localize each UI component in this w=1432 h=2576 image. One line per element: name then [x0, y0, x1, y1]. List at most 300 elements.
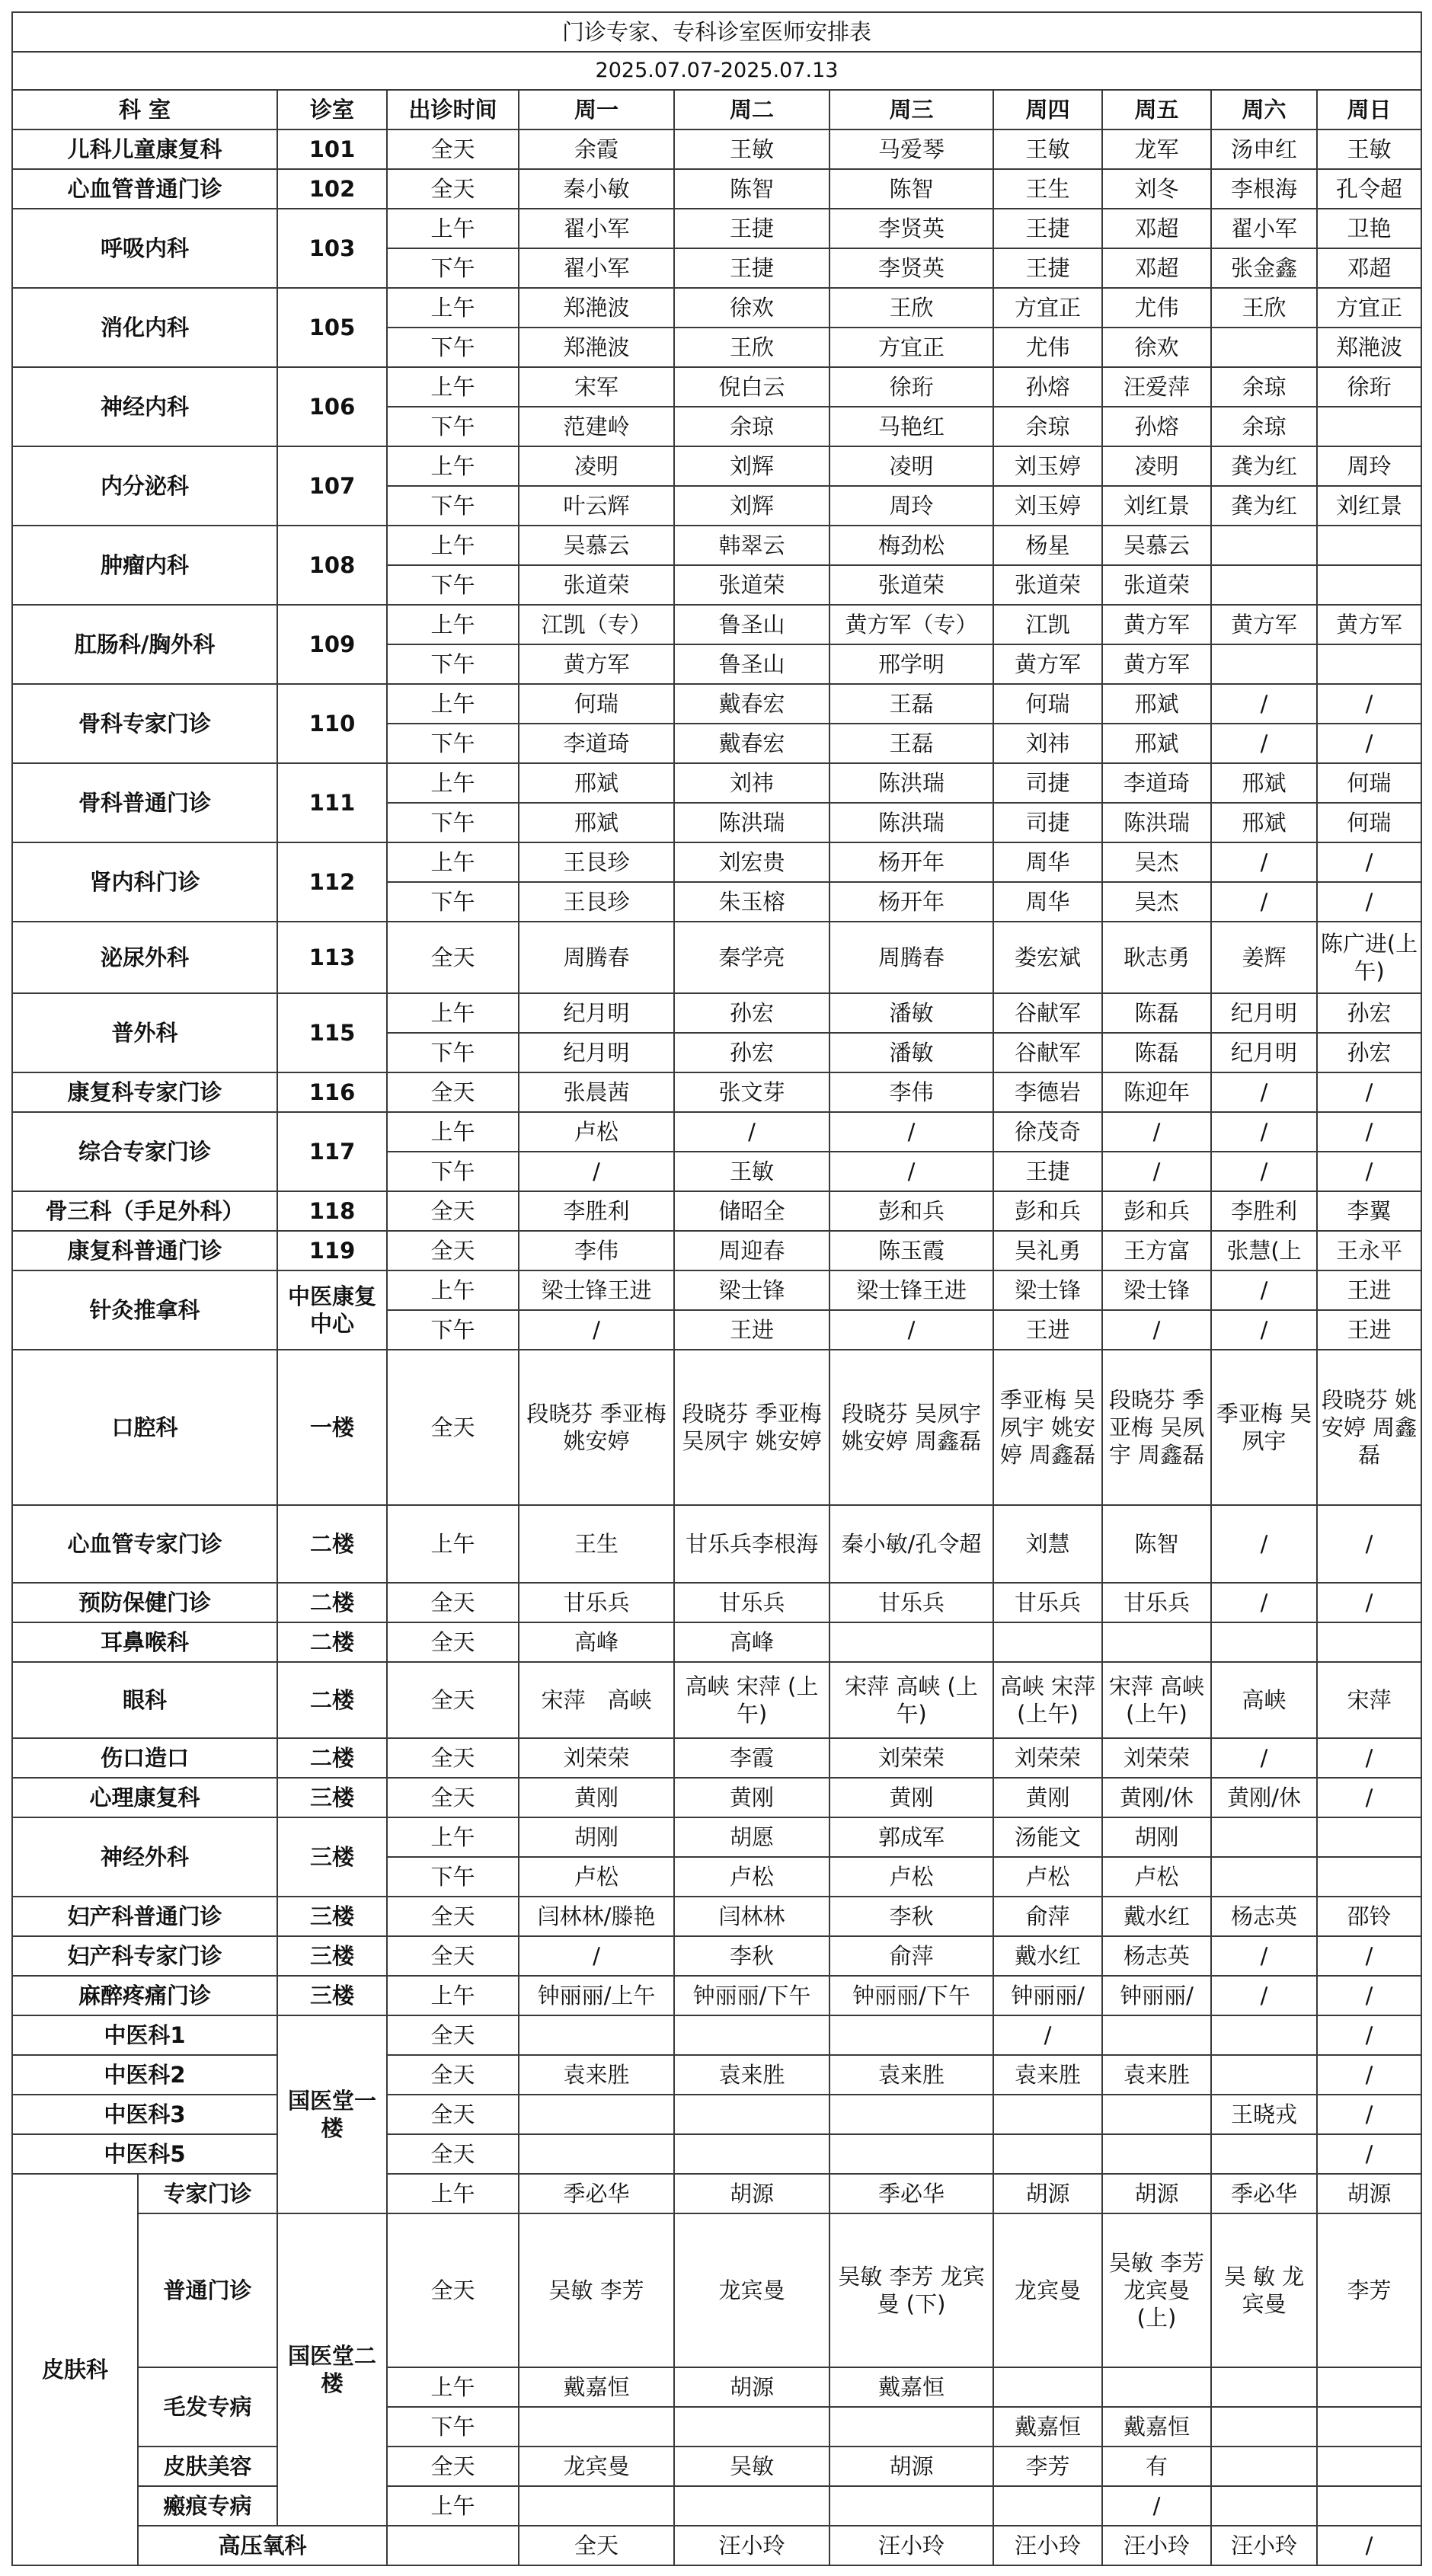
doctor-cell: 陈迎年 [1102, 1072, 1211, 1112]
doctor-cell: / [519, 1936, 674, 1976]
doctor-cell: 王进 [1317, 1310, 1421, 1350]
doctor-cell: 邢斌 [519, 803, 674, 842]
doctor-cell: 刘玉婷 [993, 486, 1102, 526]
doctor-cell: / [1317, 2095, 1421, 2134]
table-title: 门诊专家、专科诊室医师安排表 [12, 12, 1421, 52]
doctor-cell: 王敏 [674, 1152, 829, 1191]
doctor-cell: 卢松 [519, 1857, 674, 1897]
doctor-cell: 胡源 [829, 2447, 993, 2486]
doctor-cell: 张道荣 [993, 565, 1102, 605]
doctor-cell: 倪白云 [674, 367, 829, 407]
table-row [12, 1270, 1421, 1310]
doctor-cell: 黄方军 [519, 644, 674, 684]
doctor-cell: 刘荣荣 [993, 1738, 1102, 1778]
doctor-cell: 陈洪瑞 [1102, 803, 1211, 842]
doctor-cell: 汪爱萍 [1102, 367, 1211, 407]
doctor-cell: 龙宾曼 [519, 2447, 674, 2486]
time-cell: 下午 [387, 644, 519, 684]
doctor-cell: 黄方军 [1317, 605, 1421, 644]
table-row [12, 169, 1421, 209]
doctor-cell: 翟小军 [519, 248, 674, 288]
doctor-cell: 戴春宏 [674, 684, 829, 724]
schedule-table [11, 11, 1422, 2566]
time-cell: 全天 [387, 1778, 519, 1817]
table-row [12, 1231, 1421, 1270]
doctor-cell: 翟小军 [519, 209, 674, 248]
doctor-cell: 余琼 [1211, 407, 1317, 446]
table-row [12, 1350, 1421, 1505]
doctor-cell: 张道荣 [1102, 565, 1211, 605]
doctor-cell: 黄刚/休 [1102, 1778, 1211, 1817]
doctor-cell: 王永平 [1317, 1231, 1421, 1270]
doctor-cell: / [1102, 1152, 1211, 1191]
doctor-cell: 袁来胜 [674, 2055, 829, 2095]
doctor-cell: 段晓芬 姚安婷 周鑫磊 [1317, 1350, 1421, 1505]
doctor-cell: 余琼 [993, 407, 1102, 446]
doctor-cell: 孙宏 [1317, 993, 1421, 1033]
doctor-cell [1102, 2134, 1211, 2174]
doctor-cell: 王磊 [829, 684, 993, 724]
room-cell: 111 [277, 763, 387, 842]
doctor-cell: 孙宏 [674, 993, 829, 1033]
room-cell: 115 [277, 993, 387, 1072]
doctor-cell: 邢斌 [1211, 763, 1317, 803]
doctor-cell: 汪小玲 [993, 2526, 1102, 2565]
doctor-cell: 陈磊 [1102, 1033, 1211, 1072]
table-row [12, 367, 1421, 407]
doctor-cell: / [1317, 2015, 1421, 2055]
doctor-cell: / [1317, 684, 1421, 724]
doctor-cell [829, 2407, 993, 2447]
time-cell: 全天 [387, 1231, 519, 1270]
doctor-cell: 高峡 宋萍 (上午) [993, 1662, 1102, 1738]
doctor-cell: 王方富 [1102, 1231, 1211, 1270]
time-cell: 上午 [387, 2174, 519, 2213]
doctor-cell: / [519, 1152, 674, 1191]
doctor-cell: / [829, 1112, 993, 1152]
doctor-cell: 周迎春 [674, 1231, 829, 1270]
room-cell: 二楼 [277, 1622, 387, 1662]
doctor-cell: 何瑞 [519, 684, 674, 724]
doctor-cell: / [1211, 1112, 1317, 1152]
doctor-cell: 司捷 [993, 803, 1102, 842]
time-cell: 下午 [387, 1310, 519, 1350]
table-row [12, 684, 1421, 724]
time-cell: 全天 [387, 2095, 519, 2134]
doctor-cell: 王敏 [674, 129, 829, 169]
dept-cell: 泌尿外科 [12, 922, 277, 993]
dept-cell: 中医科5 [12, 2134, 277, 2174]
doctor-cell: 刘辉 [674, 446, 829, 486]
dept-cell: 妇产科专家门诊 [12, 1936, 277, 1976]
doctor-cell: 王捷 [993, 209, 1102, 248]
time-cell: 上午 [387, 2486, 519, 2526]
doctor-cell: 孔令超 [1317, 169, 1421, 209]
doctor-cell [1102, 2015, 1211, 2055]
doctor-cell: 徐欢 [674, 288, 829, 328]
doctor-cell [1211, 526, 1317, 565]
doctor-cell: / [1102, 1310, 1211, 1350]
doctor-cell [829, 2486, 993, 2526]
doctor-cell [1211, 2367, 1317, 2407]
room-cell: 一楼 [277, 1350, 387, 1505]
doctor-cell: 高峡 [1211, 1662, 1317, 1738]
dept-cell: 高压氧科 [138, 2526, 387, 2565]
doctor-cell: 梅劲松 [829, 526, 993, 565]
doctor-cell [1211, 2407, 1317, 2447]
time-cell: 上午 [387, 993, 519, 1033]
time-cell: 下午 [387, 803, 519, 842]
dept-cell: 中医科2 [12, 2055, 277, 2095]
doctor-cell: 陈洪瑞 [829, 803, 993, 842]
doctor-cell: 王欣 [674, 328, 829, 367]
time-cell: 上午 [387, 288, 519, 328]
doctor-cell: 刘慧 [993, 1505, 1102, 1583]
doctor-cell: 汪小玲 [1102, 2526, 1211, 2565]
dept-cell: 神经内科 [12, 367, 277, 446]
doctor-cell [674, 2134, 829, 2174]
doctor-cell [993, 2486, 1102, 2526]
header-sat: 周六 [1211, 90, 1317, 129]
doctor-cell [1211, 2447, 1317, 2486]
table-row [12, 922, 1421, 993]
doctor-cell: 谷献军 [993, 1033, 1102, 1072]
time-cell: 上午 [387, 1505, 519, 1583]
doctor-cell [519, 2015, 674, 2055]
header-dept: 科 室 [12, 90, 277, 129]
doctor-cell: 杨星 [993, 526, 1102, 565]
doctor-cell: 孙熔 [1102, 407, 1211, 446]
dept-cell: 骨科专家门诊 [12, 684, 277, 763]
doctor-cell: 周华 [993, 882, 1102, 922]
doctor-cell: 戴嘉恒 [829, 2367, 993, 2407]
doctor-cell: 钟丽丽/下午 [829, 1976, 993, 2015]
doctor-cell: 纪月明 [1211, 1033, 1317, 1072]
doctor-cell: 宋萍 高峡 (上午) [829, 1662, 993, 1738]
doctor-cell: 高峡 宋萍 (上午) [674, 1662, 829, 1738]
dept-cell: 心血管普通门诊 [12, 169, 277, 209]
time-cell: 上午 [387, 1112, 519, 1152]
doctor-cell: 胡源 [674, 2367, 829, 2407]
dept-cell: 口腔科 [12, 1350, 277, 1505]
doctor-cell: 高峰 [519, 1622, 674, 1662]
room-cell: 107 [277, 446, 387, 526]
doctor-cell: 吴敏 [674, 2447, 829, 2486]
doctor-cell: 周腾春 [829, 922, 993, 993]
dept-cell: 妇产科普通门诊 [12, 1897, 277, 1936]
room-cell: 中医康复中心 [277, 1270, 387, 1350]
doctor-cell: / [1317, 2526, 1421, 2565]
header-fri: 周五 [1102, 90, 1211, 129]
time-cell: 全天 [387, 1662, 519, 1738]
doctor-cell: 范建岭 [519, 407, 674, 446]
doctor-cell [1317, 2447, 1421, 2486]
doctor-cell: 凌明 [519, 446, 674, 486]
room-cell: 三楼 [277, 1936, 387, 1976]
doctor-cell: 郑滟波 [519, 288, 674, 328]
doctor-cell: / [829, 1152, 993, 1191]
doctor-cell: 钟丽丽/上午 [519, 1976, 674, 2015]
doctor-cell [829, 2015, 993, 2055]
doctor-cell: 汪小玲 [1211, 2526, 1317, 2565]
doctor-cell: / [1317, 1936, 1421, 1976]
table-row [12, 446, 1421, 486]
dept-cell: 肛肠科/胸外科 [12, 605, 277, 684]
room-cell: 106 [277, 367, 387, 446]
time-cell: 下午 [387, 565, 519, 605]
doctor-cell: 孙熔 [993, 367, 1102, 407]
dept-cell: 内分泌科 [12, 446, 277, 526]
time-cell: 下午 [387, 486, 519, 526]
doctor-cell: 胡源 [674, 2174, 829, 2213]
doctor-cell [1102, 1622, 1211, 1662]
time-cell: 上午 [387, 367, 519, 407]
doctor-cell: / [1317, 2055, 1421, 2095]
doctor-cell: 张道荣 [829, 565, 993, 605]
doctor-cell: 邢斌 [1102, 724, 1211, 763]
doctor-cell: 尤伟 [993, 328, 1102, 367]
room-cell [387, 2526, 519, 2565]
doctor-cell: / [1211, 1976, 1317, 2015]
doctor-cell [1211, 2055, 1317, 2095]
header-thu: 周四 [993, 90, 1102, 129]
doctor-cell [1211, 1817, 1317, 1857]
doctor-cell: 鲁圣山 [674, 644, 829, 684]
doctor-cell: 袁来胜 [1102, 2055, 1211, 2095]
doctor-cell: 李芳 [993, 2447, 1102, 2486]
dept-cell: 针灸推拿科 [12, 1270, 277, 1350]
doctor-cell: / [1317, 842, 1421, 882]
table-row [12, 1112, 1421, 1152]
doctor-cell: 戴嘉恒 [519, 2367, 674, 2407]
doctor-cell: 王艮珍 [519, 842, 674, 882]
doctor-cell: 张慧(上 [1211, 1231, 1317, 1270]
doctor-cell: 孙宏 [1317, 1033, 1421, 1072]
doctor-cell: 李根海 [1211, 169, 1317, 209]
doctor-cell: 陈智 [674, 169, 829, 209]
room-cell: 三楼 [277, 1817, 387, 1897]
doctor-cell [519, 2134, 674, 2174]
time-cell: 下午 [387, 407, 519, 446]
time-cell: 上午 [387, 526, 519, 565]
doctor-cell: 王进 [993, 1310, 1102, 1350]
doctor-cell: 徐珩 [1317, 367, 1421, 407]
date-range: 2025.07.07-2025.07.13 [12, 52, 1421, 90]
room-cell: 三楼 [277, 1976, 387, 2015]
room-cell: 三楼 [277, 1778, 387, 1817]
time-cell: 全天 [387, 1897, 519, 1936]
doctor-cell: 李胜利 [1211, 1191, 1317, 1231]
room-cell: 三楼 [277, 1897, 387, 1936]
time-cell: 全天 [387, 2447, 519, 2486]
room-cell: 105 [277, 288, 387, 367]
table-row [12, 2174, 1421, 2213]
dept-cell: 普外科 [12, 993, 277, 1072]
doctor-cell: 龙军 [1102, 129, 1211, 169]
doctor-cell: / [674, 1112, 829, 1152]
doctor-cell: / [1102, 1112, 1211, 1152]
doctor-cell: 吴礼勇 [993, 1231, 1102, 1270]
doctor-cell: 李胜利 [519, 1191, 674, 1231]
doctor-cell [674, 2015, 829, 2055]
room-cell: 二楼 [277, 1662, 387, 1738]
dept-cell: 心理康复科 [12, 1778, 277, 1817]
doctor-cell: 李道琦 [519, 724, 674, 763]
doctor-cell: 高峰 [674, 1622, 829, 1662]
doctor-cell: 刘红景 [1317, 486, 1421, 526]
dept-cell: 中医科3 [12, 2095, 277, 2134]
header-row [12, 90, 1421, 129]
doctor-cell: 吴敏 李芳 龙宾曼 (下) [829, 2213, 993, 2367]
doctor-cell: 王捷 [674, 209, 829, 248]
doctor-cell: 杨开年 [829, 882, 993, 922]
doctor-cell: 凌明 [1102, 446, 1211, 486]
doctor-cell [519, 2407, 674, 2447]
doctor-cell: 李贤英 [829, 248, 993, 288]
doctor-cell [1317, 644, 1421, 684]
doctor-cell: / [1317, 1112, 1421, 1152]
table-row [12, 1191, 1421, 1231]
doctor-cell [1211, 1622, 1317, 1662]
doctor-cell: / [1317, 1072, 1421, 1112]
table-row [12, 1622, 1421, 1662]
doctor-cell: 娄宏斌 [993, 922, 1102, 993]
doctor-cell: 吴杰 [1102, 882, 1211, 922]
doctor-cell: 汪小玲 [829, 2526, 993, 2565]
doctor-cell: 卢松 [993, 1857, 1102, 1897]
doctor-cell: 李秋 [674, 1936, 829, 1976]
time-cell: 上午 [387, 446, 519, 486]
dept-cell: 康复科普通门诊 [12, 1231, 277, 1270]
doctor-cell: 彭和兵 [993, 1191, 1102, 1231]
doctor-cell: 司捷 [993, 763, 1102, 803]
doctor-cell: 季亚梅 吴夙宇 [1211, 1350, 1317, 1505]
doctor-cell: 龚为红 [1211, 446, 1317, 486]
doctor-cell [993, 2095, 1102, 2134]
doctor-cell: / [519, 1310, 674, 1350]
doctor-cell: 黄方军 [1102, 644, 1211, 684]
doctor-cell: / [1211, 1936, 1317, 1976]
doctor-cell: 王捷 [993, 1152, 1102, 1191]
time-cell: 上午 [387, 209, 519, 248]
doctor-cell [1317, 407, 1421, 446]
doctor-cell: 杨开年 [829, 842, 993, 882]
time-cell: 全天 [387, 1191, 519, 1231]
table-row [12, 1072, 1421, 1112]
table-row [12, 2213, 1421, 2367]
table-row [12, 993, 1421, 1033]
doctor-cell: 陈智 [829, 169, 993, 209]
room-cell: 二楼 [277, 1583, 387, 1622]
doctor-cell [993, 2134, 1102, 2174]
doctor-cell: 宋萍 高峡 (上午) [1102, 1662, 1211, 1738]
doctor-cell: 纪月明 [519, 1033, 674, 1072]
subdept-cell: 普通门诊 [138, 2213, 277, 2367]
doctor-cell: 秦小敏/孔令超 [829, 1505, 993, 1583]
doctor-cell: 俞萍 [829, 1936, 993, 1976]
time-cell: 全天 [387, 1738, 519, 1778]
table-row [12, 1738, 1421, 1778]
doctor-cell: 季亚梅 吴夙宇 姚安婷 周鑫磊 [993, 1350, 1102, 1505]
doctor-cell: 王捷 [993, 248, 1102, 288]
doctor-cell: 李芳 [1317, 2213, 1421, 2367]
doctor-cell: 翟小军 [1211, 209, 1317, 248]
doctor-cell: 俞萍 [993, 1897, 1102, 1936]
doctor-cell: 卢松 [829, 1857, 993, 1897]
doctor-cell: 钟丽丽/ [993, 1976, 1102, 2015]
doctor-cell: 江凯 [993, 605, 1102, 644]
time-cell: 上午 [387, 842, 519, 882]
doctor-cell: 戴嘉恒 [1102, 2407, 1211, 2447]
room-cell: 112 [277, 842, 387, 922]
doctor-cell: 黄方军 [1211, 605, 1317, 644]
doctor-cell: 刘辉 [674, 486, 829, 526]
table-row [12, 1778, 1421, 1817]
doctor-cell: 宋军 [519, 367, 674, 407]
doctor-cell: 甘乐兵 [519, 1583, 674, 1622]
doctor-cell: 黄方军 [993, 644, 1102, 684]
doctor-cell: 有 [1102, 2447, 1211, 2486]
doctor-cell: 龚为红 [1211, 486, 1317, 526]
doctor-cell: 方宜正 [1317, 288, 1421, 328]
doctor-cell: 卢松 [674, 1857, 829, 1897]
doctor-cell [1211, 565, 1317, 605]
doctor-cell: 余琼 [1211, 367, 1317, 407]
time-cell: 上午 [387, 2367, 519, 2407]
doctor-cell: 汤能文 [993, 1817, 1102, 1857]
header-sun: 周日 [1317, 90, 1421, 129]
doctor-cell: 钟丽丽/下午 [674, 1976, 829, 2015]
doctor-cell: 刘玉婷 [993, 446, 1102, 486]
doctor-cell [1211, 2134, 1317, 2174]
doctor-cell [674, 2486, 829, 2526]
dept-cell: 综合专家门诊 [12, 1112, 277, 1191]
doctor-cell: 吴 敏 龙宾曼 [1211, 2213, 1317, 2367]
doctor-cell: 胡刚 [1102, 1817, 1211, 1857]
room-cell: 117 [277, 1112, 387, 1191]
doctor-cell: 袁来胜 [993, 2055, 1102, 2095]
doctor-cell: 王进 [674, 1310, 829, 1350]
doctor-cell: / [1211, 1583, 1317, 1622]
doctor-cell: 耿志勇 [1102, 922, 1211, 993]
table-row [12, 2447, 1421, 2486]
dept-cell: 伤口造口 [12, 1738, 277, 1778]
doctor-cell: / [1211, 684, 1317, 724]
doctor-cell: 闫林林/滕艳 [519, 1897, 674, 1936]
time-cell: 上午 [387, 684, 519, 724]
room-cell: 119 [277, 1231, 387, 1270]
doctor-cell: 钟丽丽/ [1102, 1976, 1211, 2015]
doctor-cell: 吴杰 [1102, 842, 1211, 882]
doctor-cell: 甘乐兵 [993, 1583, 1102, 1622]
doctor-cell: 吴慕云 [1102, 526, 1211, 565]
doctor-cell: 卢松 [519, 1112, 674, 1152]
doctor-cell: 龙宾曼 [993, 2213, 1102, 2367]
doctor-cell: / [1211, 1505, 1317, 1583]
doctor-cell: 刘荣荣 [829, 1738, 993, 1778]
dept-cell: 皮肤科 [12, 2174, 138, 2565]
doctor-cell: 甘乐兵 [674, 1583, 829, 1622]
doctor-cell: 卫艳 [1317, 209, 1421, 248]
doctor-cell [1317, 1817, 1421, 1857]
doctor-cell: 王生 [993, 169, 1102, 209]
doctor-cell: 邢学明 [829, 644, 993, 684]
doctor-cell: 黄刚 [993, 1778, 1102, 1817]
date-range-row [12, 52, 1421, 90]
time-cell: 全天 [387, 2213, 519, 2367]
doctor-cell: 李德岩 [993, 1072, 1102, 1112]
doctor-cell: 梁士锋 [1102, 1270, 1211, 1310]
